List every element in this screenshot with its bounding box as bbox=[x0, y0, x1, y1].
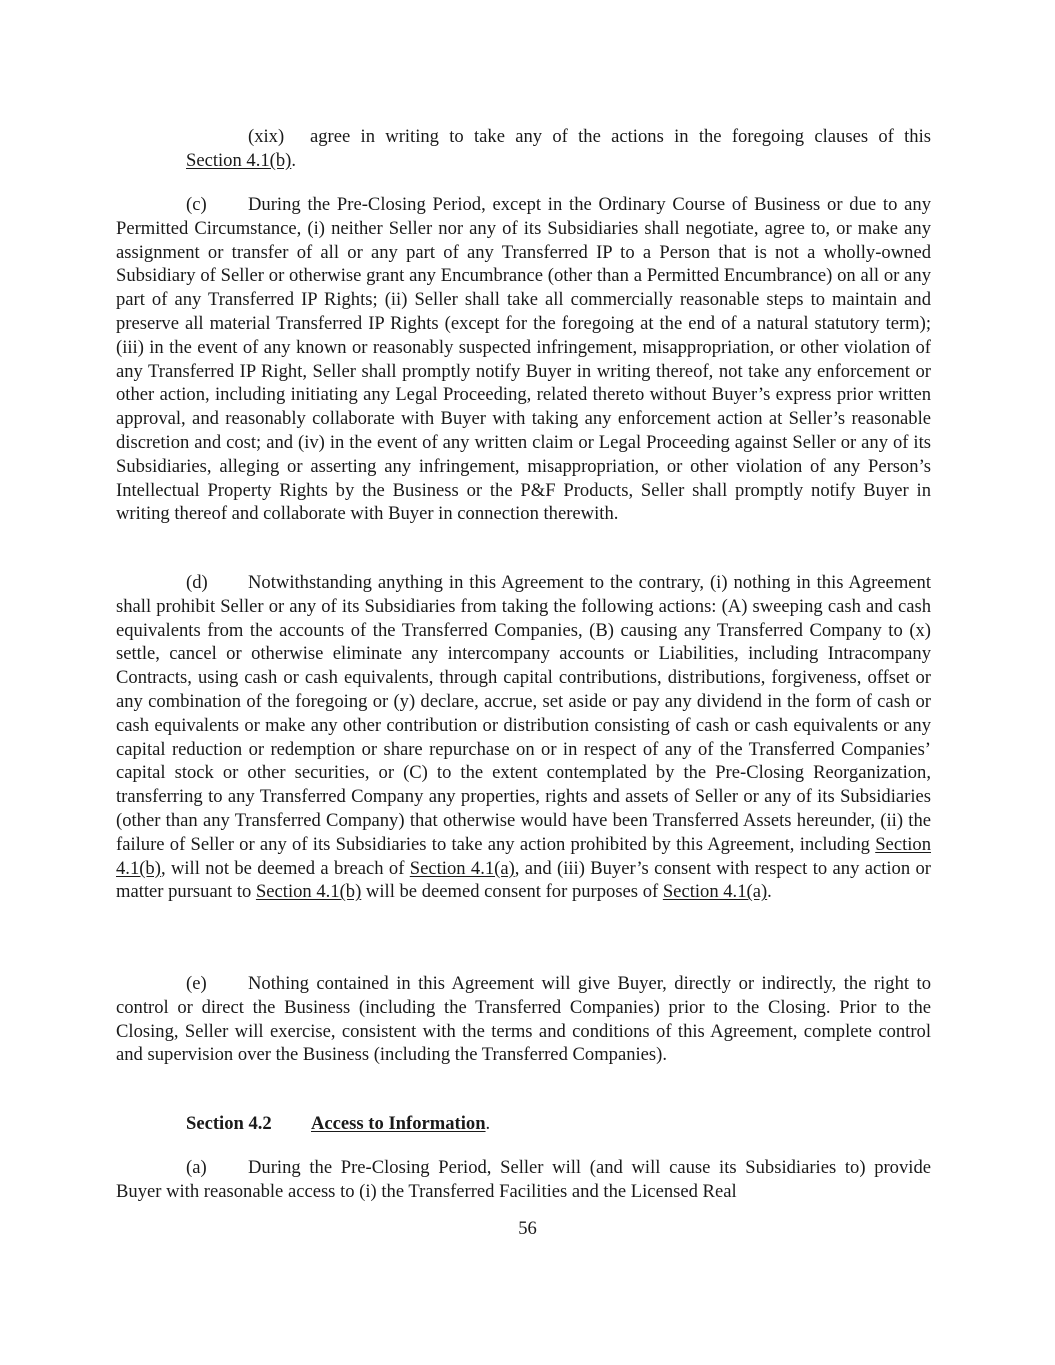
clause-d-label: (d) bbox=[186, 572, 208, 593]
clause-a-label: (a) bbox=[186, 1157, 207, 1178]
clause-e-text: Nothing contained in this Agreement will give Buyer, directly or indirectly, the right to control or direct the Business (including the Transferred Companies) prior to the Closing. Prior to the Closing, Seller will exercise, consistent with the terms and conditions of this Agreement, complete control and supervision over the Business (including the Transferred Companies). bbox=[116, 973, 931, 1066]
clause-c-text: During the Pre-Closing Period, except in the Ordinary Course of Business or due to any Permitted Circumstance, (i) neither Seller nor any of its Subsidiaries shall negotiate, agree to, or make any assignment or transfer of all or any part of any Transferred IP to a Person that is not a wholly-owned Subsidiary of Seller or otherwise grant any Encumbrance (other than a Permitted Encumbrance) on all or any part of any Transferred IP Rights; (ii) Seller shall take all commercially reasonable steps to maintain and preserve all material Transferred IP Rights (except for the foregoing at the end of a natural statutory term); (iii) in the event of any known or reasonably suspected infringement, misappropriation, or other violation of any Transferred IP Right, Seller shall promptly notify Buyer in writing thereof, not take any enforcement or other action, including initiating any Legal Proceeding, related thereto without Buyer’s express prior written approval, and reasonably collaborate with Buyer with taking any enforcement action at Seller’s reasonable discretion and cost; and (iv) in the event of any written claim or Legal Proceeding against Seller or any of its Subsidiaries, alleging or asserting any infringement, misappropriation, or other violation of any Person’s Intellectual Property Rights by the Business or the P&F Products, Seller shall promptly notify Buyer in writing thereof and collaborate with Buyer in connection therewith. bbox=[116, 194, 931, 525]
clause-d-text-4: will be deemed consent for purposes of bbox=[361, 881, 663, 903]
clause-a-text: During the Pre-Closing Period, Seller will (and will cause its Subsidiaries to) provide Buyer with reasonable access to (i) the Transferred Facilities and the Licensed Real bbox=[116, 1157, 931, 1202]
section-title: Access to Information bbox=[311, 1113, 486, 1134]
clause-d-text-2: , will not be deemed a breach of bbox=[160, 857, 410, 879]
clause-xix-period: . bbox=[291, 150, 296, 171]
clause-xix-line-1 bbox=[248, 125, 931, 149]
clause-xix-label: (xix) bbox=[248, 126, 285, 147]
section-ref-link[interactable]: Section 4.1(b) bbox=[186, 150, 292, 171]
clause-d-text-3: , and (iii) Buyer’s consent with respect to any action or matter pursuant to bbox=[116, 857, 931, 903]
clause-d-paragraph bbox=[116, 571, 931, 904]
section-ref-link[interactable]: Section 4.1(b) bbox=[116, 833, 931, 879]
clause-d-text-1: Notwithstanding anything in this Agreement to the contrary, (i) nothing in this Agreement shall prohibit Seller or any of its Subsidiaries from taking the following actions: (A) sweeping cash and cash equivalents from the accounts of the Transferred Companies, (B) causing any Transferred Company to (x) settle, cancel or otherwise eliminate any intercompany accounts or Liabilities, including Intracompany Contracts, using cash or cash equivalents, through capital contributions, distributions, forgiveness, offset or any combination of the foregoing or (y) declare, accrue, set aside or pay any dividend in the form of cash or cash equivalents or make any other contribution or distribution consisting of cash or cash equivalents or any capital reduction or redemption or share repurchase on or in respect of any of the Transferred Companies’ capital stock or other securities, or (C) to the extent contemplated by the Pre-Closing Reorganization, transferring to any Transferred Company any properties, rights and assets of Seller or any of its Subsidiaries (other than any Transferred Company) that otherwise would have been Transferred Assets hereunder, (ii) the failure of Seller or any of its Subsidiaries to take any action prohibited by this Agreement, including bbox=[116, 572, 931, 855]
section-ref-link[interactable]: Section 4.1(a) bbox=[662, 881, 768, 903]
section-heading-period: . bbox=[485, 1113, 491, 1134]
section-heading bbox=[186, 1112, 490, 1136]
clause-xix-text: agree in writing to take any of the actions in the foregoing clauses of this bbox=[310, 126, 931, 147]
clause-e-label: (e) bbox=[186, 973, 207, 994]
clause-c-label: (c) bbox=[186, 194, 207, 215]
clause-e-paragraph bbox=[116, 972, 931, 1067]
clause-c-paragraph bbox=[116, 193, 931, 526]
clause-a-paragraph bbox=[116, 1156, 931, 1204]
section-ref-link[interactable]: Section 4.1(a) bbox=[409, 857, 515, 879]
section-number: Section 4.2 bbox=[186, 1113, 272, 1134]
clause-d-text-5: . bbox=[767, 881, 772, 903]
page-number: 56 bbox=[518, 1218, 537, 1239]
section-ref-link[interactable]: Section 4.1(b) bbox=[255, 881, 362, 903]
clause-xix-line-2 bbox=[186, 149, 296, 173]
